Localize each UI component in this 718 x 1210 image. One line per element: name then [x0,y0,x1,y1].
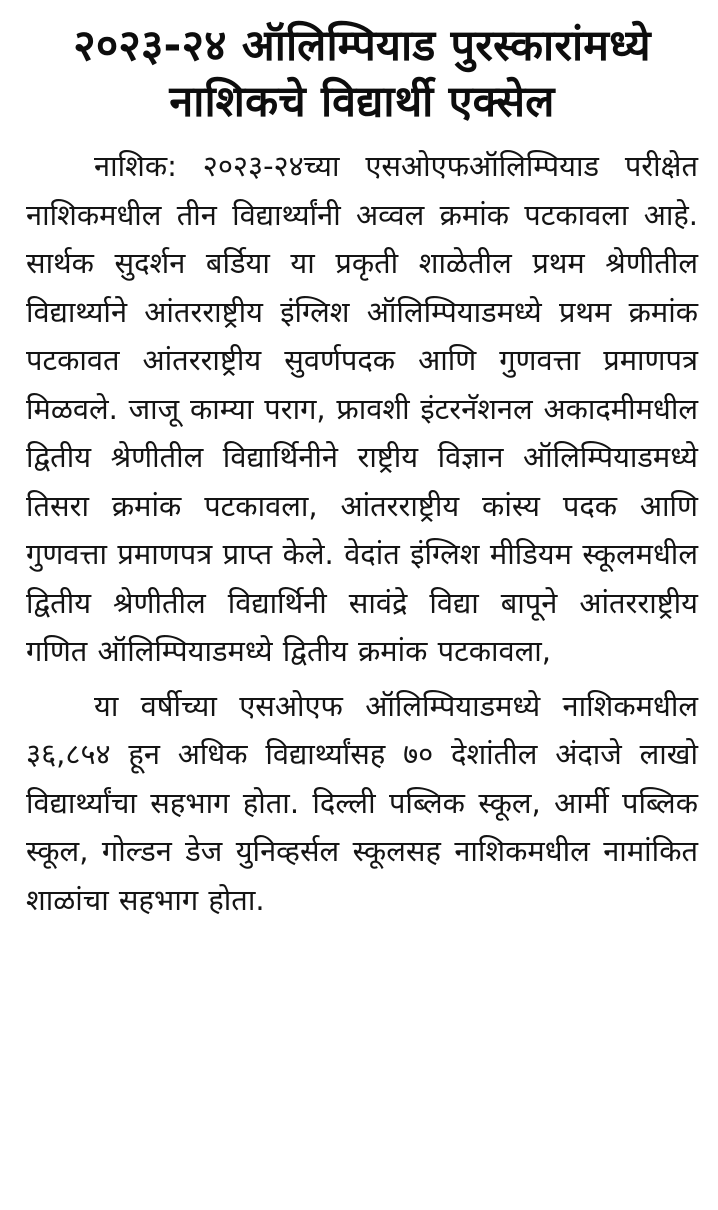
article-headline [26,18,698,130]
paragraph-1-text: २०२३-२४च्या एसओएफऑलिम्पियाड परीक्षेत नाशिकमधील तीन विद्यार्थ्यांनी अव्वल क्रमांक पटकावला आहे. सार्थक सुदर्शन बर्डिया या प्रकृती शाळेतील प्रथम श्रेणीतील विद्यार्थ्याने आंतरराष्ट्रीय इंग्लिश ऑलिम्पियाडमध्ये प्रथम क्रमांक पटकावत आंतरराष्ट्रीय सुवर्णपदक आणि गुणवत्ता प्रमाणपत्र मिळवले. जाजू काम्या पराग, फ्रावशी इंटरनॅशनल अकादमीमधील द्वितीय श्रेणीतील विद्यार्थिनीने राष्ट्रीय विज्ञान ऑलिम्पियाडमध्ये तिसरा क्रमांक पटकावला, आंतरराष्ट्रीय कांस्य पदक आणि गुणवत्ता प्रमाणपत्र प्राप्त केले. वेदांत इंग्लिश मीडियम स्कूलमधील द्वितीय श्रेणीतील विद्यार्थिनी सावंद्रे विद्या बापूने आंतरराष्ट्रीय गणित ऑलिम्पियाडमध्ये द्वितीय क्रमांक पटकावला, [26,149,698,668]
article-paragraph-1 [26,142,698,676]
news-article [26,18,698,924]
article-paragraph-2: या वर्षीच्या एसओएफ ऑलिम्पियाडमध्ये नाशिकमधील ३६,८५४ हून अधिक विद्यार्थ्यांसह ७० देशांतील अंदाजे लाखो विद्यार्थ्यांचा सहभाग होता. दिल्ली पब्लिक स्कूल, आर्मी पब्लिक स्कूल, गोल्डन डेज युनिव्हर्सल स्कूलसह नाशिकमधील नामांकित शाळांचा सहभाग होता. [26,688,698,917]
dateline: नाशिक: [94,149,177,183]
headline-line-1: २०२३-२४ ऑलिम्पियाड पुरस्कारांमध्ये [73,21,651,71]
article-body [26,142,698,924]
headline-line-2: नाशिकचे विद्यार्थी एक्सेल [169,77,555,127]
